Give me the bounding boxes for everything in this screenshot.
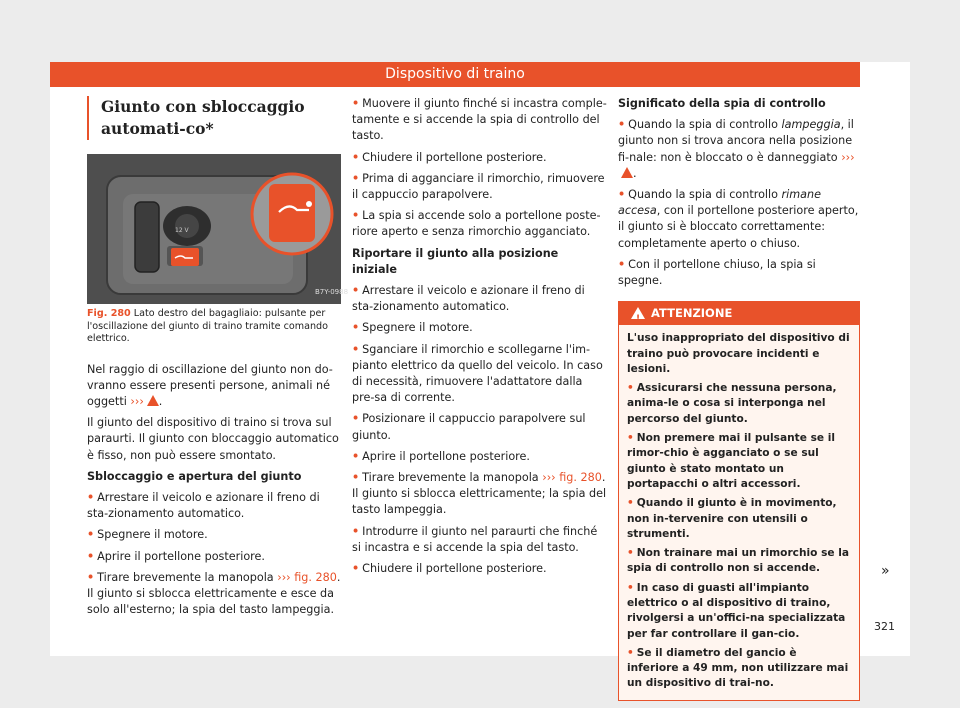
warning-item: • Assicurarsi che nessuna persona, anima-le o cosa si interponga nel percorso del giunto.	[627, 382, 837, 425]
warning-item: • Se il diametro del gancio è inferiore a 49 mm, non utilizzare mai un dispositivo di trai-no.	[627, 646, 849, 690]
bullet-icon: •	[87, 549, 95, 563]
warning-triangle-icon	[631, 307, 645, 319]
bullet-icon: •	[627, 547, 634, 560]
list-item: • Tirare brevemente la manopola ››› fig. 280. Il giunto si sblocca elettricamente e esce da solo all'esterno; la spia del tasto lampeggia.	[87, 570, 341, 617]
bullet-icon: •	[352, 342, 360, 356]
warning-item: • In caso di guasti all'impianto elettrico o al dispositivo di traino, rivolgersi a un'offici-na specializzata per far controllare il gan-cio.	[627, 581, 846, 640]
bullet-icon: •	[87, 570, 95, 584]
list-item: • Con il portellone chiuso, la spia si spegne.	[618, 257, 816, 288]
list-item: • La spia si accende solo a portellone poste-riore aperto e senza rimorchio agganciato.	[352, 209, 601, 239]
bullet-icon: •	[627, 432, 634, 445]
column-2	[352, 96, 607, 582]
warning-ref-link[interactable]: ›››	[130, 394, 144, 408]
warning-header	[619, 302, 859, 325]
caption-number: Fig. 280	[87, 308, 131, 319]
warning-item: • Non premere mai il pulsante se il rimor-chio è agganciato o se sul giunto è stato montato un portapacchi o altri accessori.	[627, 432, 836, 490]
figure-ref-link[interactable]: ››› fig. 280	[277, 570, 337, 584]
list-item: • Posizionare il cappuccio parapolvere sul giunto.	[352, 412, 586, 442]
column-3	[618, 96, 860, 701]
continue-mark: »	[881, 563, 890, 579]
chapter-header: Dispositivo di traino	[50, 62, 860, 87]
list-item: • Arrestare il veicolo e azionare il freno di sta-zionamento automatico.	[87, 490, 320, 521]
warning-title: ATTENZIONE	[651, 306, 733, 321]
list-item: • Introdurre il giunto nel paraurti che finché si incastra e si accende la spia del tasto.	[352, 524, 598, 554]
bullet-icon: •	[352, 97, 360, 110]
bullet-icon: •	[87, 528, 95, 542]
paragraph: Il giunto del dispositivo di traino si trova sul paraurti. Il giunto con bloccaggio automatico è fisso, non può essere smontato.	[87, 416, 339, 462]
list-item: • Spegnere il motore.	[87, 528, 208, 542]
figure-code: B7Y-0988	[315, 288, 349, 296]
figure-ref-link[interactable]: ››› fig. 280	[542, 471, 602, 485]
bullet-icon: •	[352, 449, 360, 463]
warning-box	[618, 301, 860, 701]
list-item: • Aprire il portellone posteriore.	[352, 449, 530, 463]
warning-icon	[147, 395, 159, 406]
bullet-icon: •	[352, 412, 360, 426]
bullet-icon: •	[618, 257, 626, 271]
bullet-icon: •	[352, 209, 360, 223]
warning-item: • Non trainare mai un rimorchio se la spia di controllo non si accende.	[627, 547, 850, 575]
bullet-icon: •	[352, 524, 360, 538]
warning-body	[619, 325, 859, 700]
subheading: Significato della spia di controllo	[618, 97, 826, 110]
warning-intro: L'uso inappropriato del dispositivo di traino può provocare incidenti e lesioni.	[627, 332, 850, 375]
list-item: • Quando la spia di controllo lampeggia, il giunto non si trova ancora nella posizione fi-nale: non è bloccato o è danneggiato ›››.	[618, 118, 855, 180]
list-item: • Spegnere il motore.	[352, 321, 473, 335]
warning-item: • Quando il giunto è in movimento, non in-tervenire con utensili o strumenti.	[627, 497, 837, 540]
bullet-icon: •	[352, 171, 360, 185]
warning-icon	[621, 167, 633, 178]
list-item: • Prima di agganciare il rimorchio, rimuovere il cappuccio parapolvere.	[352, 171, 605, 202]
bullet-icon: •	[352, 562, 360, 576]
caption-text: Lato destro del bagagliaio: pulsante per l'oscillazione del giunto di traino tramite comando elettrico.	[87, 308, 329, 344]
bullet-icon: •	[618, 118, 626, 132]
list-item: • Chiudere il portellone posteriore.	[352, 150, 547, 164]
figure-280	[87, 154, 349, 304]
list-item: • Quando la spia di controllo rimane accesa, con il portellone posteriore aperto, il giunto si è bloccato correttamente: completamente aperto o chiuso.	[618, 188, 859, 250]
figure-caption	[87, 308, 341, 346]
list-item: • Muovere il giunto finché si incastra comple-tamente e si accende la spia di controllo del tasto.	[352, 97, 607, 143]
list-item: • Chiudere il portellone posteriore.	[352, 562, 547, 576]
trunk-button-illustration	[87, 154, 349, 304]
bullet-icon: •	[352, 471, 360, 485]
section-title: Giunto con sbloccaggio automati-co*	[87, 96, 341, 140]
list-item: • Tirare brevemente la manopola ››› fig. 280. Il giunto si sblocca elettricamente; la spia del tasto lampeggia.	[352, 471, 607, 517]
bullet-icon: •	[627, 646, 634, 659]
bullet-icon: •	[627, 581, 634, 594]
bullet-icon: •	[627, 382, 634, 395]
page-number: 321	[874, 620, 895, 633]
subheading: Riportare il giunto alla posizione iniziale	[352, 246, 559, 276]
socket-label: 12 V	[175, 227, 189, 234]
subheading: Sbloccaggio e apertura del giunto	[87, 469, 302, 483]
list-item: • Arrestare il veicolo e azionare il freno di sta-zionamento automatico.	[352, 284, 585, 314]
bullet-icon: •	[352, 284, 360, 298]
column-1	[87, 96, 349, 623]
warning-ref-link[interactable]: ›››	[841, 150, 855, 164]
bullet-icon: •	[618, 188, 626, 202]
list-item: • Sganciare il rimorchio e scollegarne l'im-pianto elettrico da quello del veicolo. In caso di necessità, rimuovere l'adattatore dalla pre-sa di corrente.	[352, 342, 603, 405]
paragraph: Nel raggio di oscillazione del giunto non do-vranno essere presenti persone, animali né oggetti ››› .	[87, 362, 333, 408]
bullet-icon: •	[627, 497, 634, 510]
bullet-icon: •	[352, 321, 360, 335]
bullet-icon: •	[87, 490, 95, 504]
list-item: • Aprire il portellone posteriore.	[87, 549, 265, 563]
bullet-icon: •	[352, 150, 360, 164]
